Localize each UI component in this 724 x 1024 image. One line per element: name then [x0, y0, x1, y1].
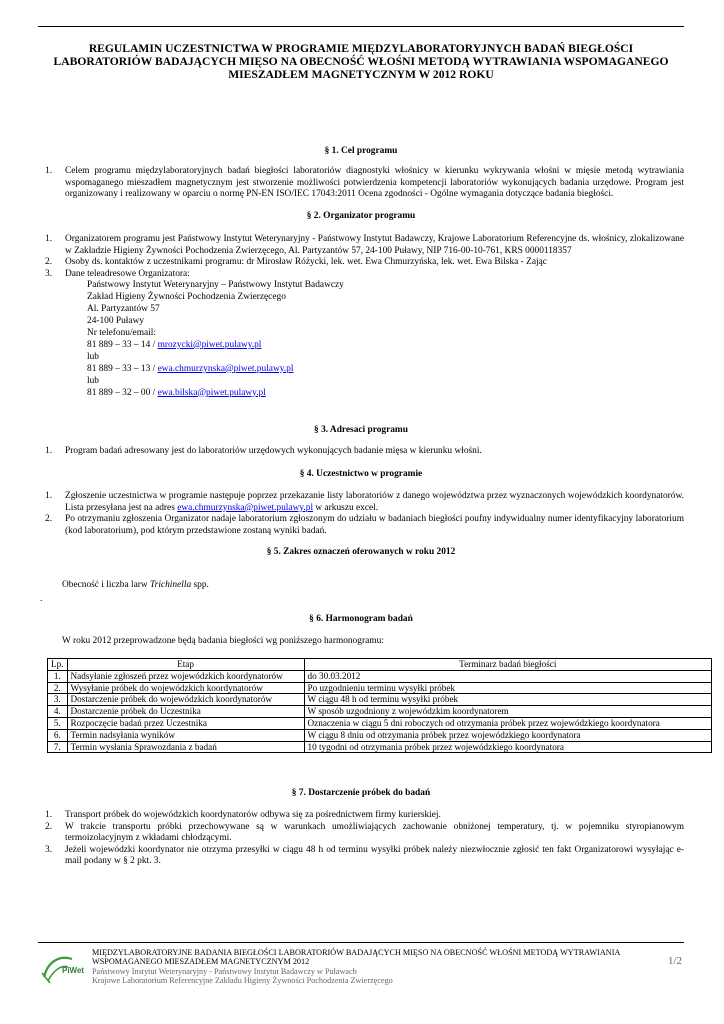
schedule-intro: W roku 2012 przeprowadzone będą badania biegłości wg poniższego harmonogramu:	[62, 636, 384, 646]
section-7-body	[38, 810, 684, 868]
email-link-chmurzynska[interactable]: ewa.chmurzynska@piwet.pulawy.pl	[157, 363, 294, 374]
col-header-terminarz: Terminarz badań biegłości	[304, 659, 711, 671]
section-1-heading: § 1. Cel programu	[324, 146, 398, 156]
section-3-heading: § 3. Adresaci programu	[314, 425, 408, 435]
section-3-body	[38, 446, 684, 458]
table-row: 1. Nadsyłanie zgłoszeń przez wojewódzkich koordynatorów do 30.03.2012	[48, 670, 712, 682]
organizer-address: Państwowy Instytut Weterynaryjny – Państwowy Instytut Badawczy Zakład Higieny Żywności Pochodzenia Zwierzęcego Al. Partyzantów 57 24-100 Puławy Nr telefonu/email: 81 889 – 33 – 14 / mrozycki@piwet.pulawy.pl lub 81 889 – 33 – 13 / ewa.chmurzynska@piwet.pulawy.pl lub 81 889 – 32 – 00 / ewa.bilska@piwet.pulawy.pl	[87, 280, 344, 398]
col-header-etap: Etap	[67, 659, 304, 671]
section-2-heading: § 2. Organizator programu	[306, 211, 416, 221]
table-row: 6. Termin nadsyłania wyników W ciągu 8 dniu od otrzymania próbek przez wojewódzkiego koordynatora	[48, 729, 712, 741]
list-item: 1. Zgłoszenie uczestnictwa w programie następuje poprzez przekazanie listy laboratoriów z danego województwa przez wyznaczonych wojewódzkich koordynatorów. Lista przesyłana jest na adres ewa.chmurzynska@piwet.pulawy.pl w arkuszu excel.	[45, 491, 684, 513]
section-5-heading: § 5. Zakres oznaczeń oferowanych w roku 2012	[266, 547, 456, 557]
email-link-mrozycki[interactable]: mrozycki@piwet.pulawy.pl	[157, 339, 262, 350]
schedule-table	[47, 658, 712, 753]
table-row: 5. Rozpoczęcie badań przez Uczestnika Oznaczenia w ciągu 5 dni roboczych od otrzymania próbek przez wojewódzkiego koordynatora	[48, 717, 712, 729]
list-item: 3. Jeżeli wojewódzki koordynator nie otrzyma przesyłki w ciągu 48 h od terminu wysyłki próbek należy niezwłocznie zgłosić ten fakt Organizatorowi wysyłając e-mail podany w § 2 pkt. 3.	[45, 844, 684, 867]
list-item: 2. W trakcie transportu próbki przechowywane są w warunkach umożliwiających zachowanie obniżonej temperatury, tj. w pojemniku styropianowym termoizolacyjnym z wkładami chłodzącymi.	[45, 821, 684, 844]
list-item: 2. Osoby ds. kontaktów z uczestnikami programu: dr Mirosław Różycki, lek. wet. Ewa Chmurzyńska, lek. wet. Ewa Bilska - Zając	[45, 257, 547, 268]
section-1-body	[38, 166, 684, 201]
document-title: REGULAMIN UCZESTNICTWA W PROGRAMIE MIĘDZYLABORATORYJNYCH BADAŃ BIEGŁOŚCI LABORATORIÓW BADAJĄCYCH MIĘSO NA OBECNOŚĆ WŁOŚNI METODĄ WYTRAWIANIA WSPOMAGANEGO MIESZADŁEM MAGNETYCZNYM W 2012 ROKU	[53, 42, 669, 82]
stray-dot: .	[40, 594, 43, 604]
section-4-body	[38, 491, 684, 537]
logo-text: PiWet	[62, 966, 85, 975]
col-header-lp: Lp.	[48, 659, 68, 671]
section-5-body: Obecność i liczba larw Trichinella spp.	[62, 580, 209, 590]
list-item: 1. Transport próbek do wojewódzkich koordynatorów odbywa się za pośrednictwem firmy kurierskiej.	[45, 810, 441, 820]
page-number: 1/2	[668, 955, 683, 967]
list-item: 1. Organizatorem programu jest Państwowy Instytut Weterynaryjny - Państwowy Instytut Badawczy, Krajowe Laboratorium Referencyjne ds. włośnicy, zlokalizowane w Zakładzie Higieny Żywności Pochodzenia Zwierzęcego, Al. Partyzantów 57, 24-100 Puławy, NIP 716-00-10-761, KRS 0000118357	[45, 234, 684, 256]
table-header-row	[48, 659, 712, 671]
footer-text: MIĘDZYLABORATORYJNE BADANIA BIEGŁOŚCI LABORATORIÓW BADAJĄCYCH MIĘSO NA OBECNOŚĆ WŁOŚNI METODĄ WYTRAWIANIA WSPOMAGANEGO MIESZADŁEM MAGNETYCZNYM 2012 Państwowy Instytut Weterynaryjny - Państwowy Instytut Badawczy w Puławach Krajowe Laboratorium Referencyjne Zakładu Higieny Żywności Pochodzenia Zwierzęcego	[92, 948, 621, 986]
list-item: 1. Program badań adresowany jest do laboratoriów urzędowych wykonujących badanie mięsa w kierunku włośni.	[45, 446, 482, 456]
footer-rule	[38, 942, 684, 943]
email-link-bilska[interactable]: ewa.bilska@piwet.pulawy.pl	[157, 387, 266, 398]
list-item: 2. Po otrzymaniu zgłoszenia Organizator nadaje laboratorium zgłoszonym do udziału w badaniach biegłości poufny indywidualny numer identyfikacyjny laboratorium (kod laboratorium), pod którym przedstawione zostaną wyniki badań.	[45, 514, 684, 536]
section-6-heading: § 6. Harmonogram badań	[309, 614, 413, 624]
table-row: 7. Termin wysłania Sprawozdania z badań 10 tygodni od otrzymania próbek przez wojewódzkiego koordynatora	[48, 741, 712, 753]
table-row: 2. Wysyłanie próbek do wojewódzkich koordynatorów Po uzgodnieniu terminu wysyłki próbek	[48, 682, 712, 694]
section-4-heading: § 4. Uczestnictwo w programie	[299, 469, 423, 479]
table-row: 4. Dostarczenie próbek do Uczestnika W sposób uzgodniony z wojewódzkim koordynatorem	[48, 706, 712, 718]
table-row: 3. Dostarczenie próbek do wojewódzkich koordynatorów W ciągu 48 h od terminu wysyłki próbek	[48, 694, 712, 706]
email-link-submission[interactable]: ewa.chmurzynska@piwet.pulawy.pl	[177, 502, 314, 513]
piwet-logo	[38, 947, 88, 987]
section-7-heading: § 7. Dostarczenie próbek do badań	[291, 788, 431, 798]
top-rule	[38, 26, 684, 27]
list-item: 1. Celem programu międzylaboratoryjnych badań biegłości laboratoriów diagnostyki włośnicy w kierunku wykrywania włośni w mięsie metodą wytrawiania wspomaganego mieszadłem magnetycznym jest stworzenie możliwości potwierdzenia kompetencji laboratoriów wykonujących badania urzędowe. Program jest organizowany i realizowany w oparciu o normę PN-EN ISO/IEC 17043:2011 Ocena zgodności - Ogólne wymagania dotyczące badania biegłości.	[45, 166, 684, 200]
section-2-body	[38, 234, 684, 399]
list-item: 3. Dane teleadresowe Organizatora:	[45, 268, 190, 279]
